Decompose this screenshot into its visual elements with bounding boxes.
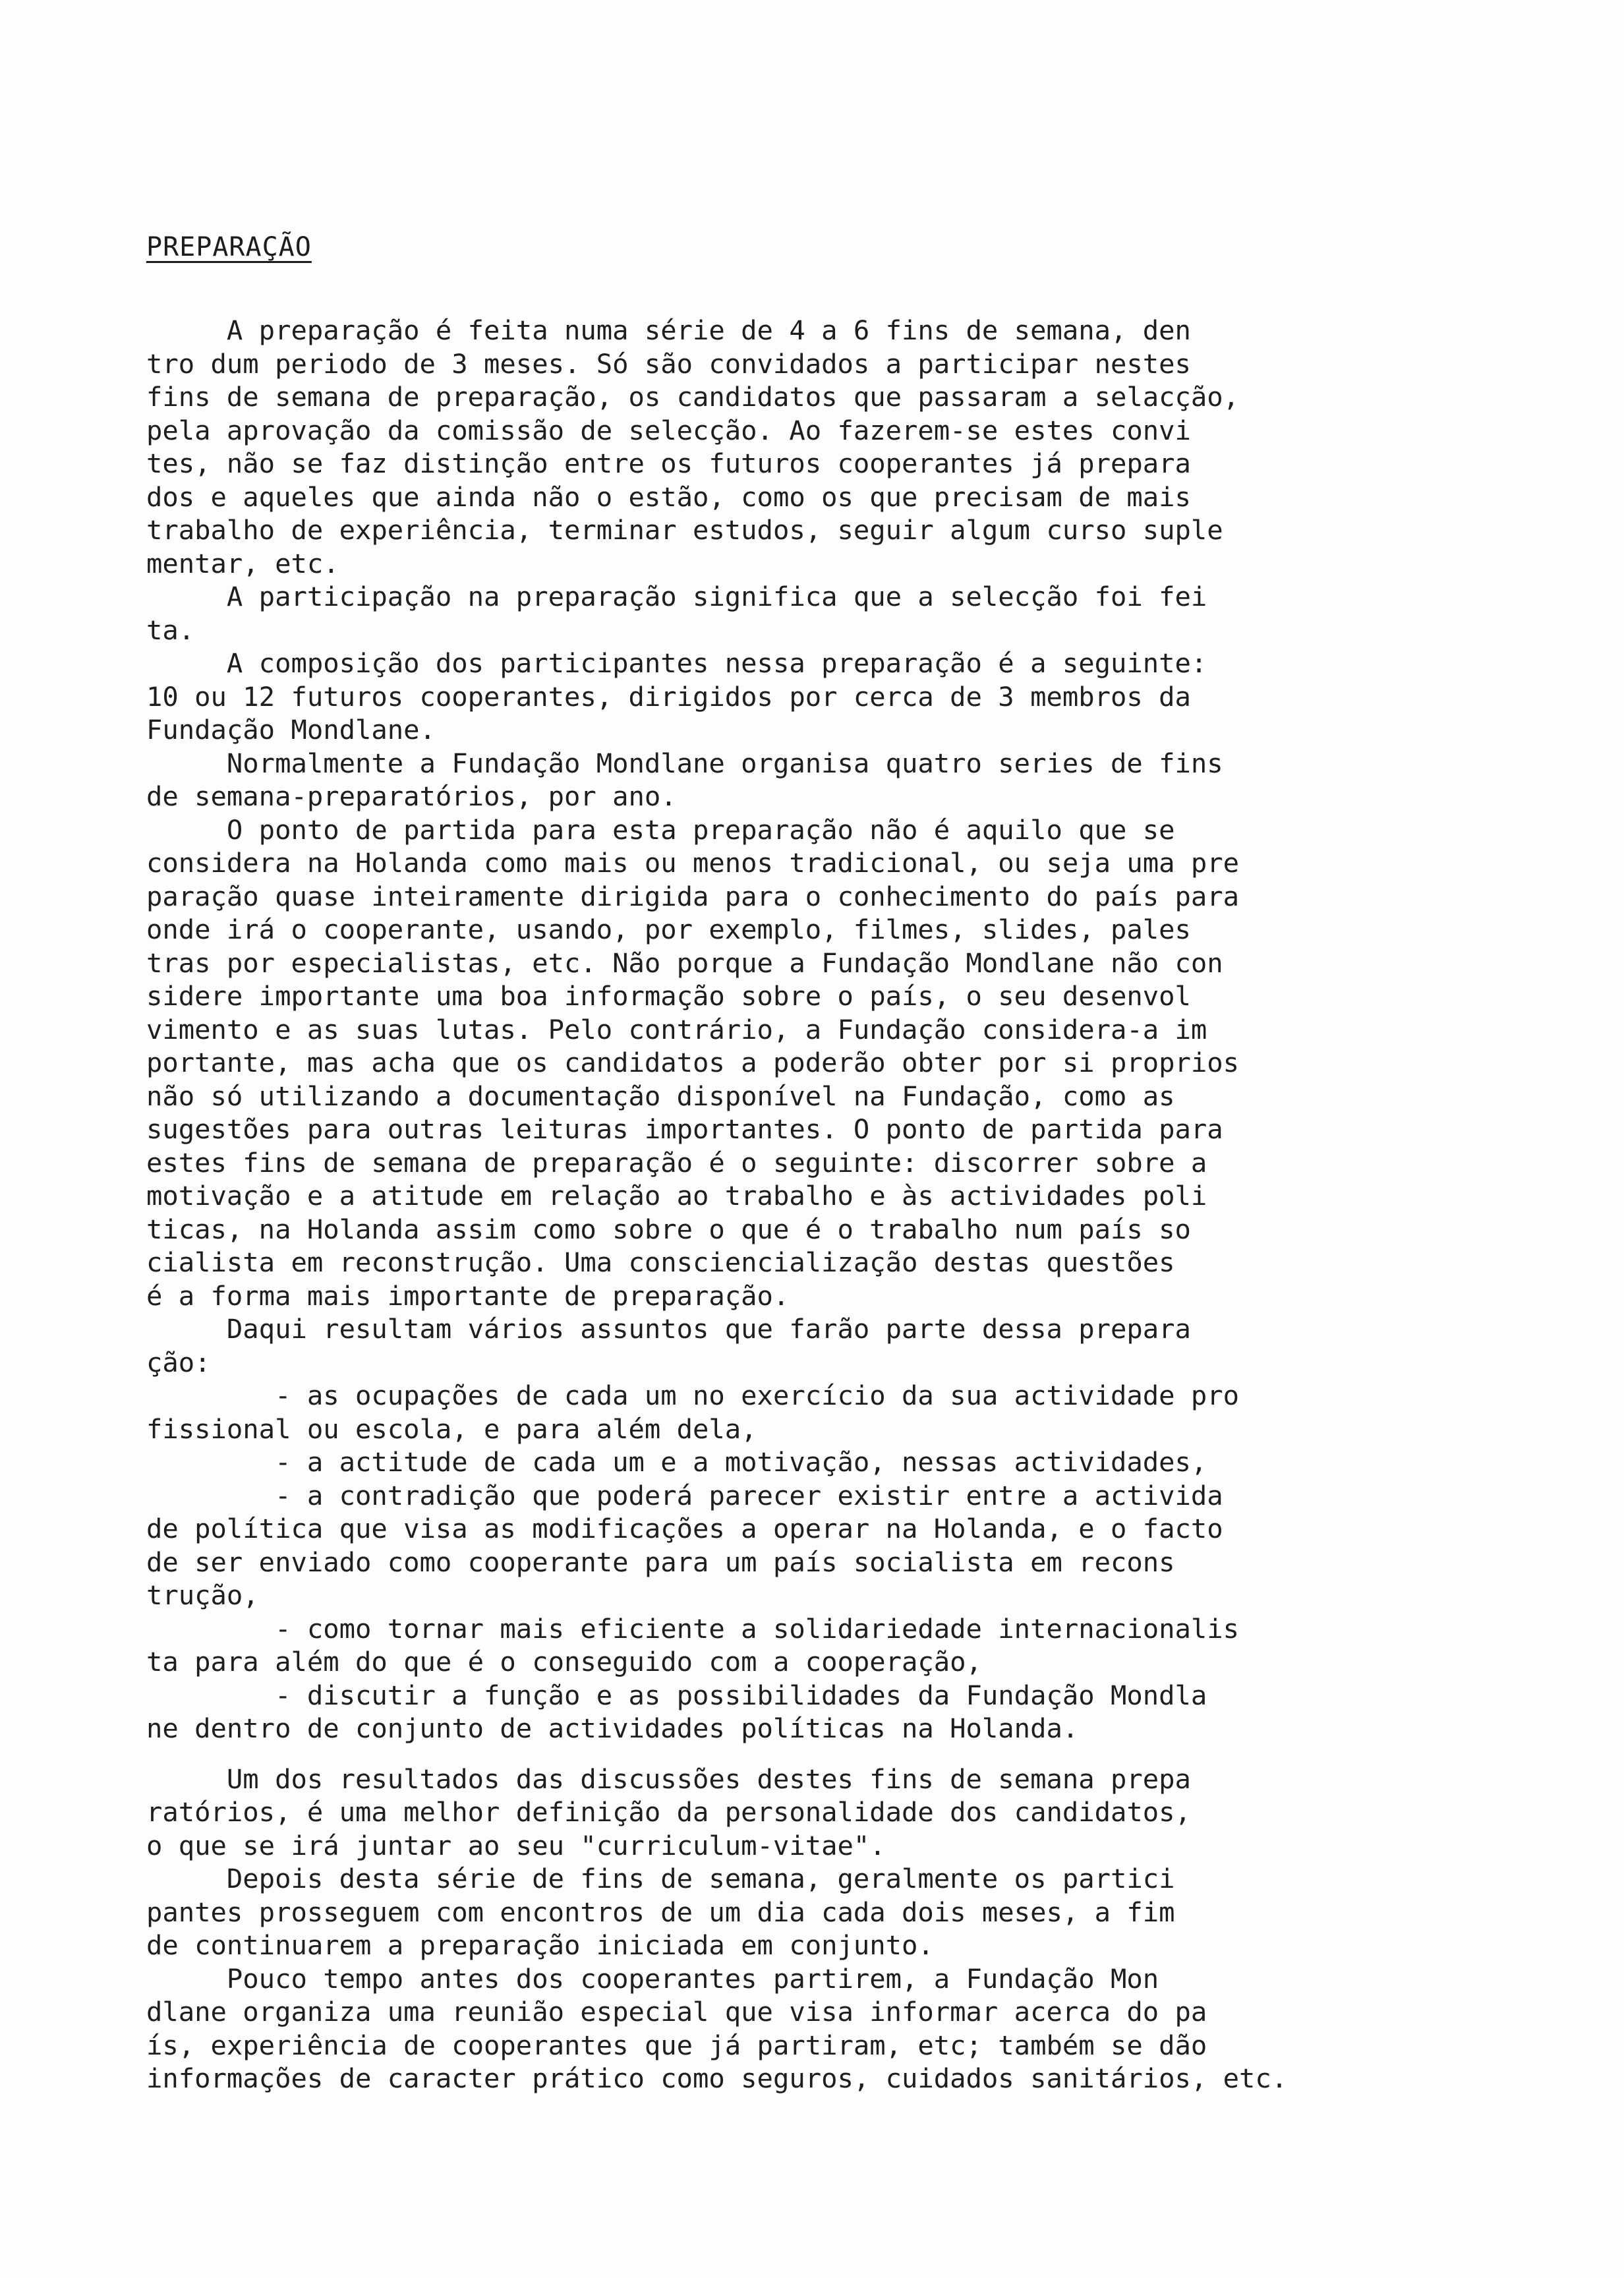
paragraph-gap (146, 1745, 1583, 1763)
text-line: - como tornar mais eficiente a solidariedade internacionalis (146, 1612, 1240, 1645)
paragraph (146, 1763, 1583, 1863)
text-line: - as ocupações de cada um no exercício da sua actividade pro (146, 1380, 1240, 1411)
text-line: Daqui resultam vários assuntos que farão parte dessa prepara (146, 1313, 1191, 1345)
text-line: Pouco tempo antes dos cooperantes partirem, a Fundação Mon (146, 1962, 1159, 1995)
text-line: de ser enviado como cooperante para um país socialista em recons (146, 1546, 1175, 1578)
text-line: O ponto de partida para esta preparação não é aquilo que se (146, 813, 1175, 846)
text-line: ta para além do que é o conseguido com a cooperação, (146, 1646, 982, 1678)
text-line: vimento e as suas lutas. Pelo contrário, a Fundação considera-a im (146, 1013, 1207, 1045)
text-line: Fundação Mondlane. (146, 714, 436, 745)
text-line: ne dentro de conjunto de actividades políticas na Holanda. (146, 1712, 1079, 1744)
text-line: - a actitude de cada um e a motivação, nessas actividades, (146, 1446, 1207, 1478)
text-line: Depois desta série de fins de semana, geralmente os partici (146, 1863, 1175, 1894)
paragraph (146, 314, 1583, 580)
text-line: Normalmente a Fundação Mondlane organisa quatro series de fins (146, 747, 1223, 779)
text-line: de continuarem a preparação iniciada em conjunto. (146, 1929, 934, 1961)
text-line: fissional ou escola, e para além dela, (146, 1413, 757, 1445)
text-line: ís, experiência de cooperantes que já partiram, etc; também se dão (146, 2029, 1207, 2061)
text-line: A participação na preparação significa que a selecção foi fei (146, 581, 1207, 612)
text-line: A preparação é feita numa série de 4 a 6 fins de semana, den (146, 314, 1191, 346)
text-line: de política que visa as modificações a operar na Holanda, e o facto (146, 1513, 1223, 1544)
text-line: fins de semana de preparação, os candidatos que passaram a selacção, (146, 381, 1240, 413)
paragraph (146, 747, 1583, 813)
text-line: sugestões para outras leituras importantes. O ponto de partida para (146, 1113, 1223, 1145)
paragraph (146, 1312, 1583, 1745)
text-line: de semana-preparatórios, por ano. (146, 780, 677, 812)
text-line: mentar, etc. (146, 547, 339, 579)
text-line: ticas, na Holanda assim como sobre o que é o trabalho num país so (146, 1213, 1191, 1245)
text-line: cialista em reconstrução. Uma consciencialização destas questões (146, 1246, 1175, 1278)
text-line: o que se irá juntar ao seu "curriculum-vitae". (146, 1829, 886, 1861)
text-line: motivação e a atitude em relação ao trabalho e às actividades poli (146, 1180, 1207, 1212)
section-heading: PREPARAÇÃO (146, 232, 312, 262)
text-line: ção: (146, 1346, 211, 1378)
text-line: trabalho de experiência, terminar estudos, seguir algum curso suple (146, 514, 1223, 546)
text-line: tras por especialistas, etc. Não porque a Fundação Mondlane não con (146, 947, 1223, 979)
text-line: - discutir a função e as possibilidades da Fundação Mondla (146, 1679, 1207, 1711)
text-line: pantes prosseguem com encontros de um dia cada dois meses, a fim (146, 1896, 1175, 1928)
body-text (146, 314, 1583, 2095)
text-line: Um dos resultados das discussões destes fins de semana prepa (146, 1763, 1191, 1795)
text-line: paração quase inteiramente dirigida para o conhecimento do país para (146, 880, 1240, 912)
paragraph (146, 813, 1583, 1313)
text-line: sidere importante uma boa informação sobre o país, o seu desenvol (146, 980, 1191, 1012)
text-line: - a contradição que poderá parecer existir entre a activida (146, 1479, 1223, 1511)
paragraph (146, 647, 1583, 747)
text-line: não só utilizando a documentação disponível na Fundação, como as (146, 1080, 1175, 1112)
text-line: considera na Holanda como mais ou menos tradicional, ou seja uma pre (146, 847, 1240, 879)
text-line: dos e aqueles que ainda não o estão, como os que precisam de mais (146, 481, 1191, 513)
text-line: trução, (146, 1579, 259, 1611)
text-line: portante, mas acha que os candidatos a poderão obter por si proprios (146, 1047, 1240, 1078)
text-line: informações de caracter prático como seguros, cuidados sanitários, etc. (146, 2062, 1288, 2094)
text-line: ta. (146, 614, 195, 646)
text-line: dlane organiza uma reunião especial que visa informar acerca do pa (146, 1996, 1207, 2028)
text-line: onde irá o cooperante, usando, por exemplo, filmes, slides, pales (146, 914, 1191, 945)
text-line: ratórios, é uma melhor definição da personalidade dos candidatos, (146, 1796, 1191, 1828)
paragraph (146, 580, 1583, 647)
text-line: tes, não se faz distinção entre os futuros cooperantes já prepara (146, 448, 1191, 479)
text-line: estes fins de semana de preparação é o seguinte: discorrer sobre a (146, 1146, 1207, 1179)
text-line: pela aprovação da comissão de selecção. Ao fazerem-se estes convi (146, 414, 1191, 446)
text-line: A composição dos participantes nessa preparação é a seguinte: (146, 647, 1207, 679)
paragraph (146, 1862, 1583, 1962)
text-line: 10 ou 12 futuros cooperantes, dirigidos por cerca de 3 membros da (146, 680, 1191, 713)
text-line: tro dum periodo de 3 meses. Só são convidados a participar nestes (146, 347, 1191, 380)
text-line: é a forma mais importante de preparação. (146, 1279, 790, 1312)
paragraph (146, 1962, 1583, 2095)
